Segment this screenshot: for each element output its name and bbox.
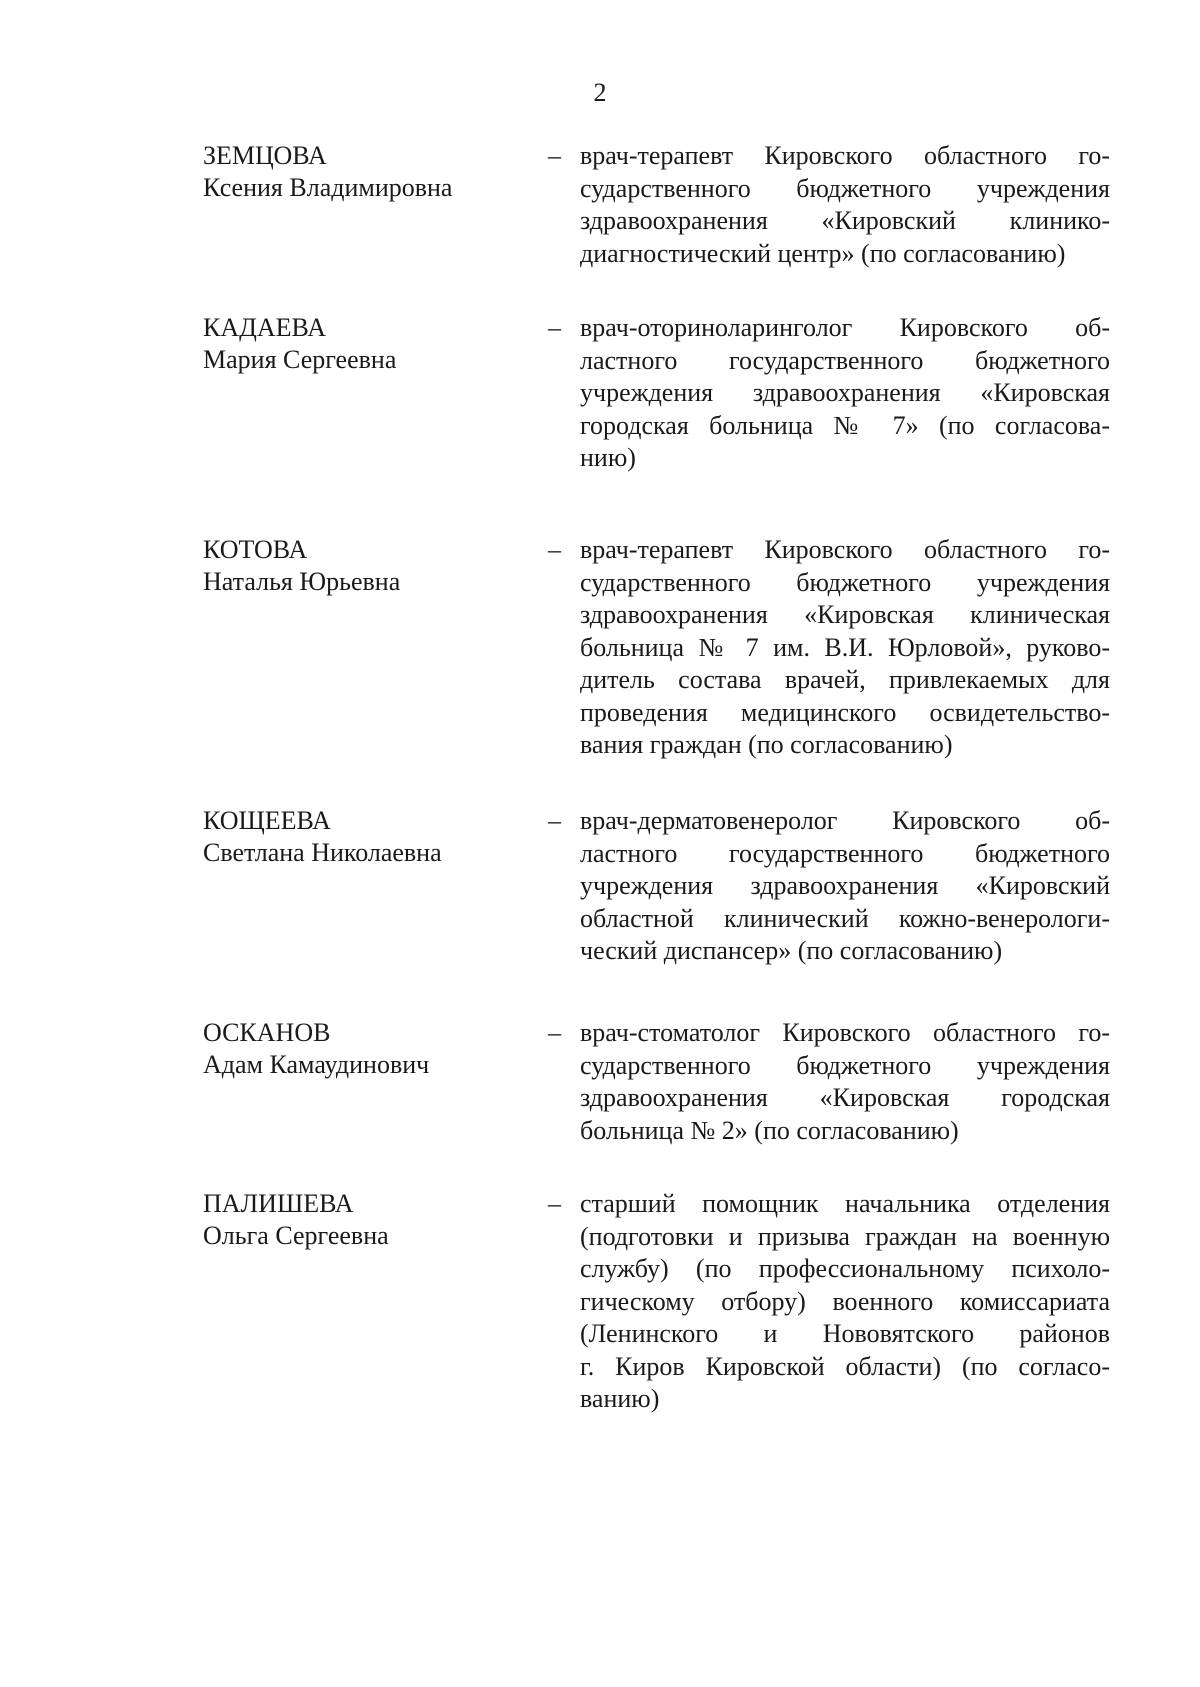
position-line: учреждения здравоохранения «Кировская <box>580 378 1110 407</box>
position-line: ластного государственного бюджетного <box>580 345 1110 375</box>
dash-separator: – <box>548 313 561 342</box>
member-name <box>203 534 523 598</box>
member-name <box>203 1017 523 1081</box>
member-surname: ЗЕМЦОВА <box>203 141 327 170</box>
member-position <box>580 1017 1110 1147</box>
member-given-names: Ольга Сергеевна <box>203 1221 389 1250</box>
position-line: проведения медицинского освидетельство- <box>580 697 1110 727</box>
position-line: сударственного бюджетного учреждения <box>580 173 1110 203</box>
member-name <box>203 140 523 204</box>
position-line: нию) <box>580 443 636 472</box>
position-line: учреждения здравоохранения «Кировский <box>580 871 1110 900</box>
position-line: врач-дерматовенеролог Кировского об- <box>580 806 1110 835</box>
position-line: ческий диспансер» (по согласованию) <box>580 936 1003 965</box>
dash-separator: – <box>548 141 561 170</box>
position-line: гическому отбору) военного комиссариата <box>580 1286 1110 1316</box>
position-line: врач-терапевт Кировского областного го- <box>580 141 1110 170</box>
member-given-names: Ксения Владимировна <box>203 173 453 202</box>
position-line: службу) (по профессиональному психоло- <box>580 1254 1110 1283</box>
member-surname: ПАЛИШЕВА <box>203 1189 354 1218</box>
position-line: старший помощник начальника отделения <box>580 1189 1110 1218</box>
position-line: ластного государственного бюджетного <box>580 838 1110 868</box>
position-line: ванию) <box>580 1384 660 1413</box>
member-given-names: Адам Камаудинович <box>203 1050 430 1079</box>
member-name <box>203 805 523 869</box>
member-name <box>203 1188 523 1252</box>
member-surname: КОТОВА <box>203 535 308 564</box>
position-line: врач-терапевт Кировского областного го- <box>580 535 1110 564</box>
page-number: 2 <box>593 78 607 107</box>
position-line: дитель состава врачей, привлекаемых для <box>580 665 1110 694</box>
dash-separator: – <box>548 1018 561 1047</box>
position-line: областной клинический кожно-венерологи- <box>580 903 1110 933</box>
dash-separator: – <box>548 535 561 564</box>
position-line: (Ленинского и Нововятского районов <box>580 1319 1110 1348</box>
member-given-names: Наталья Юрьевна <box>203 567 401 596</box>
position-line: здравоохранения «Кировская городская <box>580 1083 1110 1112</box>
position-line: здравоохранения «Кировская клиническая <box>580 600 1110 629</box>
member-surname: КАДАЕВА <box>203 313 326 342</box>
position-line: врач-оториноларинголог Кировского об- <box>580 313 1110 342</box>
member-name <box>203 312 523 376</box>
position-line: врач-стоматолог Кировского областного го- <box>580 1018 1110 1047</box>
position-line: (подготовки и призыва граждан на военную <box>580 1221 1110 1251</box>
member-position <box>580 140 1110 270</box>
dash-separator: – <box>548 806 561 835</box>
position-line: больница № 2» (по согласованию) <box>580 1115 959 1145</box>
dash-separator: – <box>548 1189 561 1218</box>
position-line: больница № 7 им. В.И. Юрловой», руково- <box>580 632 1110 662</box>
position-line: диагностический центр» (по согласованию) <box>580 238 1066 268</box>
position-line: вания граждан (по согласованию) <box>580 730 953 759</box>
member-given-names: Мария Сергеевна <box>203 345 397 374</box>
position-line: сударственного бюджетного учреждения <box>580 1050 1110 1080</box>
member-position <box>580 534 1110 762</box>
member-position <box>580 805 1110 968</box>
member-surname: КОЩЕЕВА <box>203 806 331 835</box>
position-line: сударственного бюджетного учреждения <box>580 567 1110 597</box>
position-line: г. Киров Кировской области) (по согласо- <box>580 1351 1110 1381</box>
member-surname: ОСКАНОВ <box>203 1018 331 1047</box>
position-line: городская больница № 7» (по согласова- <box>580 410 1110 440</box>
member-position <box>580 312 1110 475</box>
member-given-names: Светлана Николаевна <box>203 838 442 867</box>
member-position <box>580 1188 1110 1416</box>
position-line: здравоохранения «Кировский клинико- <box>580 206 1110 235</box>
